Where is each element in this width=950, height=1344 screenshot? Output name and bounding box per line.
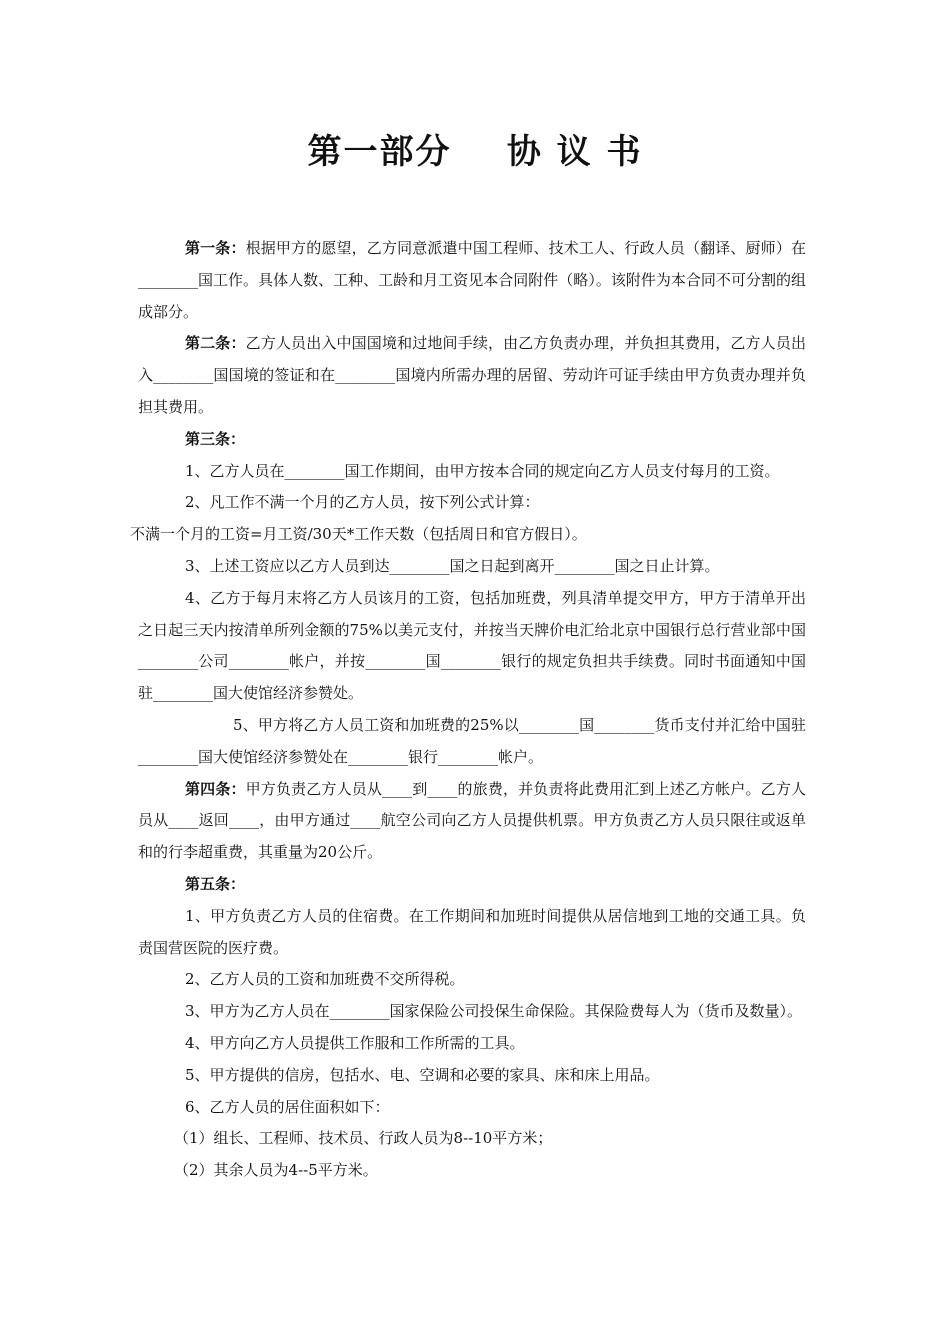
formula-line: 不满一个月的工资=月工资/30天*工作天数（包括周日和官方假日）。: [130, 525, 587, 544]
clause-3-1: 1、乙方人员在________国工作期间，由甲方按本合同的规定向乙方人员支付每月的工资。: [185, 461, 780, 480]
clause-3-5: 5、甲方将乙方人员工资和加班费的25%以________国________货币支付并汇给中国驻________国大使馆经济参赞处在________银行________帐户。: [138, 715, 806, 766]
article-text: 甲方负责乙方人员从____到____的旅费，并负责将此费用汇到上述乙方帐户。乙方人员从____返回____，由甲方通过____航空公司向乙方人员提供机票。甲方负责乙方人员只限往或返单和的行李超重费，其重量为20公斤。: [138, 779, 806, 862]
article-2: [138, 328, 806, 423]
article-1: [138, 233, 806, 328]
article-label: 第一条：: [185, 239, 246, 257]
sub-item-1: （1）组长、工程师、技术员、行政人员为8--10平方米；: [174, 1129, 553, 1148]
page-title: 第一部分 协 议 书: [307, 132, 643, 172]
article-5: [138, 869, 806, 901]
article-label: 第三条：: [185, 429, 246, 448]
article-label: 第五条：: [185, 874, 246, 893]
clause-5-6: 6、乙方人员的居住面积如下：: [185, 1097, 390, 1116]
clause-5-4: 4、甲方向乙方人员提供工作服和工作所需的工具。: [185, 1033, 525, 1052]
clause-3-3: 3、上述工资应以乙方人员到达________国之日起到离开________国之日止计算。: [185, 556, 720, 575]
article-label: 第四条：: [185, 779, 246, 798]
clause-3-2: 2、凡工作不满一个月的乙方人员，按下列公式计算：: [185, 493, 540, 512]
article-4: [138, 774, 806, 869]
clause-3-4: 4、乙方于每月末将乙方人员该月的工资，包括加班费，列具清单提交甲方，甲方于清单开出之日起三天内按清单所列金额的75%以美元支付，并按当天牌价电汇给北京中国银行总行营业部中国________公司________帐户，并按________国________银行的规定负担共手续费。同时书面通知中国驻________国大使馆经济参赞处。: [138, 588, 806, 703]
clause-5-1: 1、甲方负责乙方人员的住宿费。在工作期间和加班时间提供从居信地到工地的交通工具。负责国营医院的医疗费。: [138, 906, 806, 957]
article-text: 根据甲方的愿望，乙方同意派遣中国工程师、技术工人、行政人员（翻译、厨师）在________国工作。具体人数、工种、工龄和月工资见本合同附件（略）。该附件为本合同不可分割的组成部分。: [138, 239, 806, 321]
article-label: 第二条：: [185, 334, 246, 353]
clause-5-2: 2、乙方人员的工资和加班费不交所得税。: [185, 970, 465, 989]
clause-5-5: 5、甲方提供的信房，包括水、电、空调和必要的家具、床和床上用品。: [185, 1065, 660, 1084]
article-3: [138, 424, 806, 456]
clause-5-3: 3、甲方为乙方人员在________国家保险公司投保生命保险。其保险费每人为（货币及数量）。: [185, 1002, 803, 1021]
sub-item-2: （2）其余人员为4--5平方米。: [174, 1161, 378, 1180]
article-text: 乙方人员出入中国国境和过地间手续，由乙方负责办理，并负担其费用，乙方人员出入________国国境的签证和在________国境内所需办理的居留、劳动许可证手续由甲方负责办理并负担其费用。: [138, 334, 806, 416]
document-body: [130, 233, 806, 1187]
